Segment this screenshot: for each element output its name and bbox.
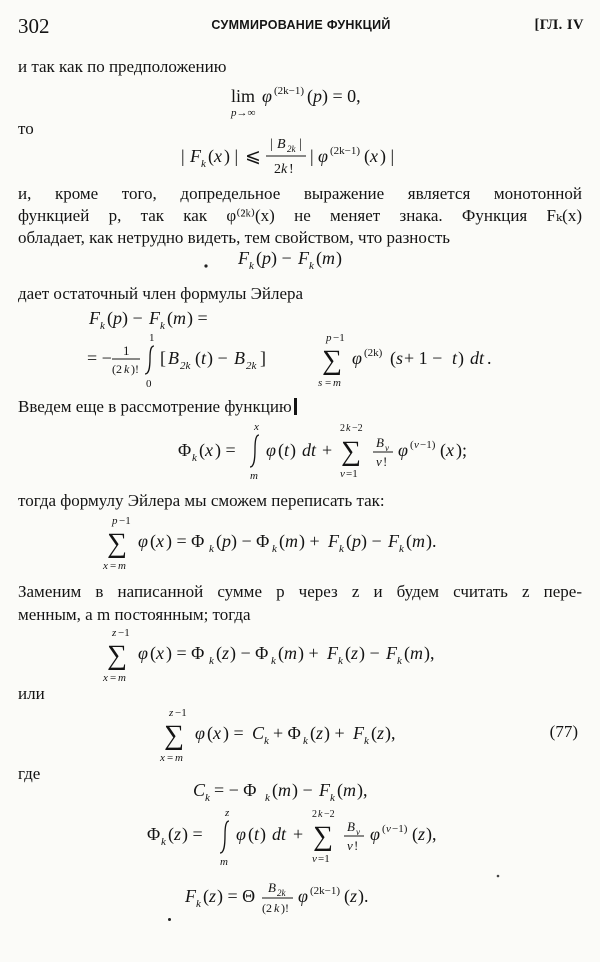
svg-text:(: ( xyxy=(107,308,113,328)
paragraph-6: тогда формулу Эйлера мы сможем переписать так: xyxy=(18,491,385,510)
paragraph-7a: Заменим в написанной сумме p через z и будем считать z пере- xyxy=(18,582,582,601)
svg-text:|: | xyxy=(181,146,185,166)
svg-text:(: ( xyxy=(207,723,213,743)
svg-text:φ: φ xyxy=(138,531,148,551)
svg-text:φ: φ xyxy=(298,886,308,906)
svg-text:) = Θ: ) = Θ xyxy=(217,886,256,906)
svg-text:k: k xyxy=(209,543,214,555)
svg-text:x: x xyxy=(213,723,221,743)
svg-text:φ: φ xyxy=(266,440,276,460)
svg-text:(2k−1): (2k−1) xyxy=(274,85,305,97)
svg-text:k: k xyxy=(271,655,276,667)
svg-text:z: z xyxy=(222,643,230,663)
svg-text:φ: φ xyxy=(138,643,148,663)
svg-text:m: m xyxy=(118,560,126,572)
svg-text:),: ), xyxy=(424,643,435,663)
svg-text:−1: −1 xyxy=(118,627,130,639)
svg-text:(: ( xyxy=(278,643,284,663)
equation-number: (77) xyxy=(549,722,578,741)
svg-text:m: m xyxy=(250,470,258,480)
svg-text:k: k xyxy=(397,655,402,667)
svg-text:F: F xyxy=(238,248,249,268)
svg-text:F: F xyxy=(319,780,330,800)
svg-text:x: x xyxy=(156,531,164,551)
svg-text:(: ( xyxy=(390,348,396,368)
svg-text:p: p xyxy=(262,248,271,268)
svg-text:),: ), xyxy=(426,824,437,844)
svg-text:k: k xyxy=(100,320,105,330)
svg-text:=: = xyxy=(167,752,174,764)
svg-text:p: p xyxy=(313,86,322,106)
svg-text:φ: φ xyxy=(318,146,328,166)
svg-text:F: F xyxy=(386,643,397,663)
svg-text:(: ( xyxy=(168,824,174,844)
svg-text:F: F xyxy=(353,723,364,743)
svg-text:+ 1 −: + 1 − xyxy=(404,348,443,368)
svg-text:x: x xyxy=(446,440,454,460)
svg-text:z: z xyxy=(418,824,426,844)
svg-text:s: s xyxy=(318,377,323,389)
svg-text:0: 0 xyxy=(146,378,152,390)
svg-text:(: ( xyxy=(248,824,254,844)
svg-text:F: F xyxy=(190,146,201,166)
svg-text:−1: −1 xyxy=(175,707,187,719)
svg-text:2k: 2k xyxy=(287,144,296,154)
svg-text:) − Φ: ) − Φ xyxy=(230,643,269,663)
paragraph-5-text: Введем еще в рассмотрение функцию xyxy=(18,397,292,416)
paragraph-3c: обладает, как нетрудно видеть, тем свойством, что разность xyxy=(18,228,451,247)
svg-text:C: C xyxy=(252,723,265,743)
svg-text:−2: −2 xyxy=(352,423,363,434)
svg-text:(: ( xyxy=(208,146,214,166)
svg-text:k: k xyxy=(274,901,280,915)
svg-text:p: p xyxy=(113,308,122,328)
svg-text:m: m xyxy=(333,377,341,389)
svg-text:) +: ) + xyxy=(299,531,320,551)
svg-text:B: B xyxy=(277,137,286,152)
svg-text:m: m xyxy=(118,672,126,684)
text-cursor-mark xyxy=(294,398,297,415)
svg-text:!: ! xyxy=(383,454,388,469)
svg-text:(: ( xyxy=(404,643,410,663)
svg-text:(: ( xyxy=(150,531,156,551)
svg-text:⩽: ⩽ xyxy=(245,146,261,167)
svg-text:k: k xyxy=(330,792,335,804)
svg-text:z: z xyxy=(377,723,385,743)
svg-text:) =: ) = xyxy=(182,824,203,844)
svg-text:) −: ) − xyxy=(271,248,292,268)
svg-text:).: ). xyxy=(426,531,437,551)
svg-text:|: | xyxy=(299,137,302,152)
svg-text:B: B xyxy=(376,435,384,450)
svg-text:k: k xyxy=(364,735,369,747)
svg-text:) − Φ: ) − Φ xyxy=(231,531,270,551)
svg-text:)!: )! xyxy=(131,362,139,376)
svg-text:): ) xyxy=(336,248,342,268)
svg-text:=: = xyxy=(325,377,332,389)
paragraph-1: и так как по предположению xyxy=(18,57,227,76)
svg-text:m: m xyxy=(220,856,228,868)
svg-text:F: F xyxy=(388,531,399,551)
svg-text:z: z xyxy=(174,824,182,844)
svg-text:(: ( xyxy=(195,348,201,368)
svg-text:dt: dt xyxy=(272,824,287,844)
svg-text:=: = xyxy=(110,672,117,684)
equation-remainder-lhs xyxy=(0,300,600,330)
svg-text:p→∞: p→∞ xyxy=(231,107,256,119)
paragraph-8: или xyxy=(18,684,45,703)
equation-remainder-rhs xyxy=(0,330,600,392)
svg-text:m: m xyxy=(278,780,291,800)
svg-text:∑: ∑ xyxy=(107,640,127,671)
svg-text:k: k xyxy=(264,735,269,747)
svg-text:) −: ) − xyxy=(361,531,382,551)
svg-text:): ) xyxy=(458,348,464,368)
svg-text:(: ( xyxy=(216,643,222,663)
svg-text:!: ! xyxy=(289,162,294,177)
svg-text:m: m xyxy=(322,248,335,268)
svg-text:∑: ∑ xyxy=(341,436,361,467)
svg-text:k: k xyxy=(201,158,206,170)
svg-text:k: k xyxy=(272,543,277,555)
svg-text:dt: dt xyxy=(302,440,317,460)
svg-text:(: ( xyxy=(344,886,350,906)
svg-text:2: 2 xyxy=(340,423,345,434)
svg-text:t: t xyxy=(284,440,290,460)
svg-text:F: F xyxy=(149,308,160,328)
svg-text:ν: ν xyxy=(376,454,382,469)
svg-text:[: [ xyxy=(160,348,166,368)
svg-text:=1: =1 xyxy=(318,853,330,865)
svg-text:m: m xyxy=(410,643,423,663)
svg-text:(: ( xyxy=(272,780,278,800)
svg-text:k: k xyxy=(346,423,351,434)
svg-text:k: k xyxy=(318,809,323,820)
running-header xyxy=(18,14,584,38)
svg-text:(: ( xyxy=(345,643,351,663)
paragraph-9: где xyxy=(18,764,41,783)
paragraph-3a: и, кроме того, допредельное выражение является монотонной xyxy=(18,184,582,203)
svg-text:!: ! xyxy=(354,838,359,853)
svg-text:= − Φ: = − Φ xyxy=(214,780,257,800)
running-title: СУММИРОВАНИЕ ФУНКЦИЙ xyxy=(211,18,391,32)
svg-text:(: ( xyxy=(278,440,284,460)
svg-text:F: F xyxy=(328,531,339,551)
svg-text:=: = xyxy=(110,560,117,572)
svg-text:z: z xyxy=(225,807,230,819)
svg-text:(: ( xyxy=(337,780,343,800)
svg-text:ν: ν xyxy=(312,853,317,865)
svg-text:) +: ) + xyxy=(324,723,345,743)
svg-text:x: x xyxy=(214,146,222,166)
paragraph-2: то xyxy=(18,119,34,138)
svg-text:φ: φ xyxy=(398,440,408,460)
svg-text:z: z xyxy=(209,886,217,906)
svg-text:k: k xyxy=(303,735,308,747)
svg-text:= −: = − xyxy=(87,348,112,368)
svg-text:(: ( xyxy=(199,440,205,460)
svg-text:(: ( xyxy=(256,248,262,268)
svg-text:t: t xyxy=(452,348,458,368)
svg-text:(: ( xyxy=(216,531,222,551)
svg-text:).: ). xyxy=(358,886,369,906)
svg-text:k: k xyxy=(249,260,254,272)
paragraph-3b: функцией p, так как φ⁽²ᵏ⁾(x) не меняет знака. Функция Fₖ(x) xyxy=(18,206,582,225)
svg-text:p: p xyxy=(326,332,332,344)
svg-text:): ) xyxy=(260,824,266,844)
svg-text:x: x xyxy=(254,421,259,433)
svg-text:k: k xyxy=(196,898,201,910)
svg-text:t: t xyxy=(254,824,260,844)
svg-text:Φ: Φ xyxy=(178,440,192,460)
svg-text:z: z xyxy=(350,886,358,906)
svg-text:−2: −2 xyxy=(324,809,335,820)
svg-text:k: k xyxy=(205,792,210,804)
svg-text:x: x xyxy=(370,146,378,166)
svg-text:m: m xyxy=(284,643,297,663)
svg-text:)!: )! xyxy=(281,901,289,915)
svg-text:) = Φ: ) = Φ xyxy=(166,531,205,551)
svg-text:(: ( xyxy=(310,723,316,743)
svg-text:(2k−1): (2k−1) xyxy=(330,145,361,157)
svg-text:φ: φ xyxy=(370,824,380,844)
svg-text:ν: ν xyxy=(356,827,360,837)
svg-text:k: k xyxy=(209,655,214,667)
svg-text:∑: ∑ xyxy=(107,528,127,559)
print-speck xyxy=(168,918,171,921)
svg-text:k: k xyxy=(338,655,343,667)
svg-text:z: z xyxy=(112,627,117,639)
svg-text:k: k xyxy=(399,543,404,555)
svg-text:+ Φ: + Φ xyxy=(273,723,301,743)
svg-text:k: k xyxy=(339,543,344,555)
svg-text:s: s xyxy=(396,348,404,368)
svg-text:(: ( xyxy=(412,824,418,844)
svg-text:B: B xyxy=(268,880,276,895)
svg-text:|: | xyxy=(270,137,273,152)
svg-text:−1): −1) xyxy=(392,823,408,835)
svg-text:k: k xyxy=(161,836,166,848)
svg-text:B: B xyxy=(234,348,245,368)
equation-bound xyxy=(0,132,600,182)
svg-text:k: k xyxy=(124,362,130,376)
svg-text:φ: φ xyxy=(352,348,362,368)
svg-text:(: ( xyxy=(382,823,386,835)
svg-text:) −: ) − xyxy=(207,348,228,368)
svg-text:) = Φ: ) = Φ xyxy=(166,643,205,663)
svg-text:1: 1 xyxy=(123,343,130,358)
equation-77 xyxy=(0,704,600,764)
svg-text:(: ( xyxy=(307,86,313,106)
svg-text:) =: ) = xyxy=(223,723,244,743)
equation-phi-definition xyxy=(0,418,600,480)
svg-text:p: p xyxy=(352,531,361,551)
svg-text:2k: 2k xyxy=(246,360,257,372)
svg-text:) =: ) = xyxy=(187,308,208,328)
svg-text:F: F xyxy=(185,886,196,906)
svg-text:∑: ∑ xyxy=(313,821,333,852)
svg-text:2k: 2k xyxy=(180,360,191,372)
svg-text:) −: ) − xyxy=(292,780,313,800)
svg-text:k: k xyxy=(265,792,270,804)
svg-text:z: z xyxy=(316,723,324,743)
svg-text:ν: ν xyxy=(347,838,353,853)
svg-text:B: B xyxy=(168,348,179,368)
svg-text:+: + xyxy=(322,440,333,460)
svg-text:−1: −1 xyxy=(119,515,131,527)
svg-text:=1: =1 xyxy=(346,468,358,480)
equation-euler-sum xyxy=(0,512,600,572)
svg-text:z: z xyxy=(351,643,359,663)
svg-text:) = 0,: ) = 0, xyxy=(322,86,361,106)
svg-text:k: k xyxy=(309,260,314,272)
svg-text:Φ: Φ xyxy=(147,824,161,844)
equation-limit xyxy=(0,72,600,122)
svg-text:ν: ν xyxy=(340,468,345,480)
paragraph-5 xyxy=(18,396,582,418)
svg-text:−1): −1) xyxy=(420,439,436,451)
svg-text:m: m xyxy=(285,531,298,551)
svg-text:φ: φ xyxy=(236,824,246,844)
svg-text:(: ( xyxy=(364,146,370,166)
svg-text:x: x xyxy=(160,752,165,764)
svg-text:(: ( xyxy=(167,308,173,328)
svg-text:(2k−1): (2k−1) xyxy=(310,885,341,897)
svg-text:x: x xyxy=(103,560,108,572)
svg-text:t: t xyxy=(201,348,207,368)
svg-text:.: . xyxy=(487,348,492,368)
svg-text:φ: φ xyxy=(262,86,272,106)
svg-text:(2: (2 xyxy=(262,901,272,915)
svg-text:(: ( xyxy=(203,886,209,906)
svg-text:2k: 2k xyxy=(277,888,286,898)
svg-text:k: k xyxy=(192,452,197,464)
svg-text:) |: ) | xyxy=(380,146,395,166)
svg-text:k: k xyxy=(160,320,165,330)
svg-text:);: ); xyxy=(456,440,467,460)
svg-text:(: ( xyxy=(279,531,285,551)
svg-text:(: ( xyxy=(410,439,414,451)
equation-phi-z xyxy=(0,806,600,868)
svg-text:p: p xyxy=(222,531,231,551)
equation-z-sum xyxy=(0,624,600,684)
svg-text:−1: −1 xyxy=(333,332,345,344)
svg-text:1: 1 xyxy=(149,332,155,344)
svg-text:m: m xyxy=(173,308,186,328)
svg-text:|: | xyxy=(310,146,314,166)
svg-text:z: z xyxy=(169,707,174,719)
svg-text:(: ( xyxy=(406,531,412,551)
svg-text:m: m xyxy=(412,531,425,551)
svg-text:C: C xyxy=(193,780,206,800)
svg-text:(: ( xyxy=(440,440,446,460)
svg-text:),: ), xyxy=(357,780,368,800)
svg-text:(: ( xyxy=(346,531,352,551)
svg-text:F: F xyxy=(298,248,309,268)
svg-text:(: ( xyxy=(316,248,322,268)
svg-text:F: F xyxy=(89,308,100,328)
svg-text:x: x xyxy=(156,643,164,663)
svg-text:]: ] xyxy=(260,348,266,368)
svg-text:),: ), xyxy=(385,723,396,743)
svg-text:k: k xyxy=(281,162,288,177)
svg-text:+: + xyxy=(293,824,304,844)
svg-text:) −: ) − xyxy=(122,308,143,328)
chapter-label: [ГЛ. IV xyxy=(534,17,584,33)
svg-text:(: ( xyxy=(150,643,156,663)
svg-text:) +: ) + xyxy=(298,643,319,663)
svg-text:) |: ) | xyxy=(224,146,239,166)
svg-text:B: B xyxy=(347,819,355,834)
svg-text:dt: dt xyxy=(470,348,485,368)
svg-text:x: x xyxy=(205,440,213,460)
svg-text:∑: ∑ xyxy=(322,345,342,376)
svg-text:2: 2 xyxy=(274,162,281,177)
svg-text:(2k): (2k) xyxy=(364,347,383,359)
svg-text:m: m xyxy=(175,752,183,764)
paragraph-4: дает остаточный член формулы Эйлера xyxy=(18,284,304,303)
equation-ck xyxy=(0,770,600,806)
svg-text:p: p xyxy=(112,515,118,527)
svg-text:ν: ν xyxy=(414,439,419,451)
paragraph-7b: менным, а m постоянным; тогда xyxy=(18,605,251,624)
svg-text:ν: ν xyxy=(385,443,389,453)
svg-text:ν: ν xyxy=(386,823,391,835)
svg-text:∑: ∑ xyxy=(164,720,184,751)
svg-text:) −: ) − xyxy=(359,643,380,663)
page-number: 302 xyxy=(18,14,50,38)
svg-text:(2: (2 xyxy=(112,362,122,376)
svg-text:2: 2 xyxy=(312,809,317,820)
svg-text:x: x xyxy=(103,672,108,684)
svg-text:) =: ) = xyxy=(215,440,236,460)
svg-text:m: m xyxy=(343,780,356,800)
svg-text:(: ( xyxy=(371,723,377,743)
svg-text:): ) xyxy=(290,440,296,460)
svg-text:lim: lim xyxy=(231,86,256,106)
svg-text:φ: φ xyxy=(195,723,205,743)
equation-fk-z xyxy=(0,870,600,920)
svg-text:F: F xyxy=(327,643,338,663)
